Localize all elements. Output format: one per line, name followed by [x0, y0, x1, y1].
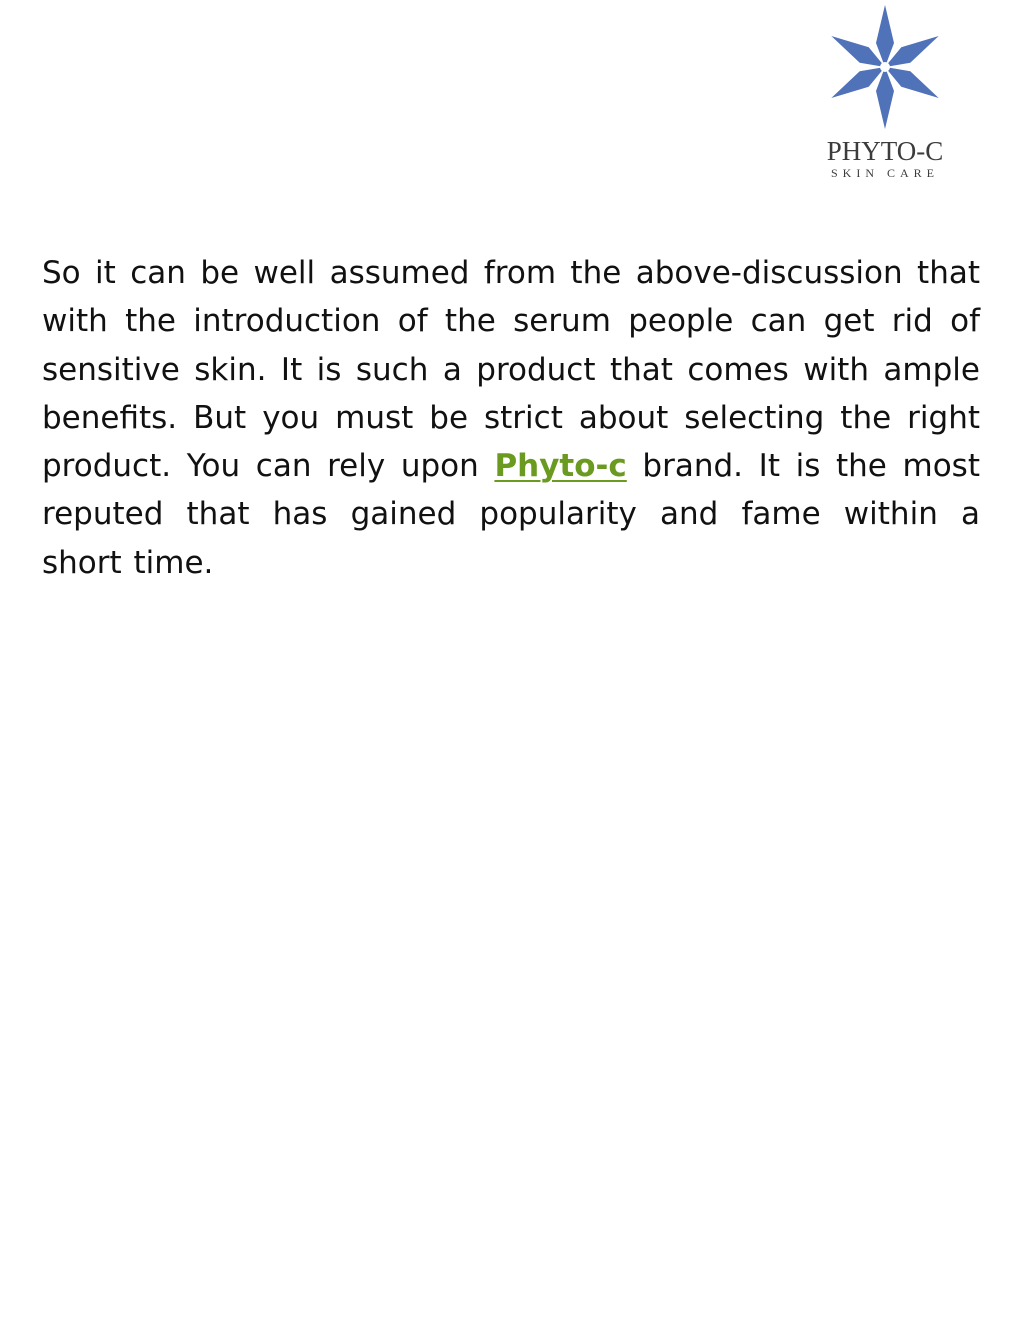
star-flower-icon [820, 2, 950, 132]
body-paragraph [42, 249, 980, 587]
paragraph-text-before: So it can be well assumed from the above-discussion that with the introduction of the serum people can get rid of sensitive skin. It is such a product that comes with ample benefits. But you must be strict about selecting the right product. You can rely upon [42, 255, 980, 485]
logo-tagline: SKIN CARE [830, 166, 939, 180]
phyto-c-link[interactable]: Phyto-c [494, 448, 627, 485]
logo-name: PHYTO-C [826, 136, 944, 166]
paragraph-text-after: brand. It is the most reputed that has gained popularity and fame within a short time. [42, 448, 980, 581]
brand-logo [815, 2, 955, 187]
